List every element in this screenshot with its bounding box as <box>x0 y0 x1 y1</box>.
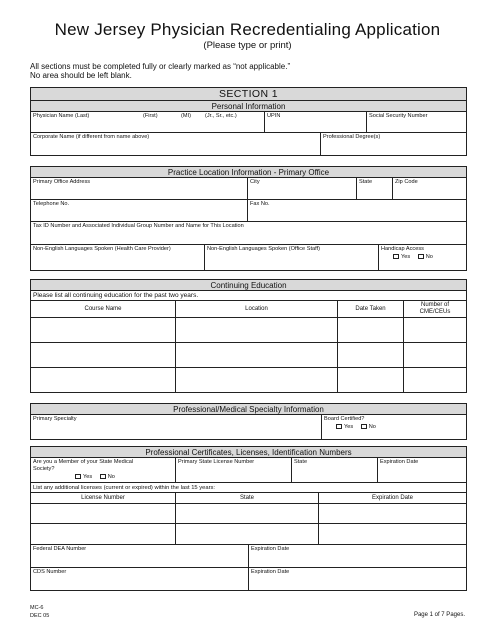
education-header-row <box>31 301 466 318</box>
form-code-label: MC-6 <box>30 605 44 611</box>
primary-office-address-field[interactable] <box>31 178 248 199</box>
instruction-line-2: No area should be left blank. <box>30 71 132 80</box>
col-course-name: Course Name <box>31 301 176 317</box>
corporate-name-field[interactable] <box>31 133 321 155</box>
section-1-title: SECTION 1 <box>31 88 466 101</box>
specialty-title: Professional/Medical Specialty Information <box>31 404 466 415</box>
form-date-label: DEC 05 <box>30 613 50 619</box>
number-cme-input-2[interactable] <box>404 343 466 367</box>
label-license-expiration: Expiration Date <box>380 459 419 465</box>
label-primary-specialty: Primary Specialty <box>33 416 77 422</box>
license-state-field[interactable] <box>292 458 378 482</box>
label-languages-staff: Non-English Languages Spoken (Office Staff) <box>207 246 320 252</box>
section-continuing-education <box>30 279 467 393</box>
license-number-input-2[interactable] <box>31 524 176 544</box>
label-state: State <box>359 179 373 185</box>
col-date-taken: Date Taken <box>338 301 404 317</box>
col-number-cme <box>404 301 466 317</box>
label-name-first: (First) <box>143 113 158 119</box>
personal-information-title: Personal Information <box>31 101 466 112</box>
tax-id-field[interactable] <box>31 222 466 244</box>
section-practice-location <box>30 166 467 271</box>
label-name-suffix: (Jr., Sr., etc.) <box>205 113 237 119</box>
date-taken-input-2[interactable] <box>338 343 404 367</box>
practice-location-title: Practice Location Information - Primary Office <box>31 167 466 178</box>
col-number-line-2: CME/CEUs <box>419 309 451 315</box>
certificates-title: Professional Certificates, Licenses, Identification Numbers <box>31 447 466 458</box>
board-yes-checkbox[interactable] <box>336 424 342 429</box>
license-expiration-input-2[interactable] <box>319 524 466 544</box>
city-field[interactable] <box>248 178 357 199</box>
location-input-1[interactable] <box>176 318 338 342</box>
primary-specialty-field[interactable] <box>31 415 322 439</box>
course-name-input-2[interactable] <box>31 343 176 367</box>
phone-row <box>31 200 466 222</box>
label-society-member: Are you a Member of your State Medical Society? <box>33 459 134 472</box>
label-cds-expiration: Expiration Date <box>251 569 290 575</box>
board-certified-field <box>322 415 466 439</box>
society-yes-checkbox[interactable] <box>75 474 81 479</box>
professional-degrees-field[interactable] <box>321 133 466 155</box>
location-input-3[interactable] <box>176 368 338 392</box>
label-primary-office-address: Primary Office Address <box>33 179 91 185</box>
tax-id-row <box>31 222 466 245</box>
label-fax: Fax No. <box>250 201 270 207</box>
state-field[interactable] <box>357 178 393 199</box>
date-taken-input-1[interactable] <box>338 318 404 342</box>
label-languages-hcp: Non-English Languages Spoken (Health Care Provider) <box>33 246 171 252</box>
cds-row <box>31 568 466 590</box>
form-title: New Jersey Physician Recredentialing Application <box>54 20 441 39</box>
physician-name-row <box>31 112 466 133</box>
board-no-checkbox[interactable] <box>361 424 367 429</box>
dea-expiration-field[interactable] <box>249 545 466 567</box>
federal-dea-field[interactable] <box>31 545 249 567</box>
upin-field[interactable] <box>265 112 367 132</box>
handicap-access-field <box>379 245 466 270</box>
number-cme-input-1[interactable] <box>404 318 466 342</box>
label-handicap-access: Handicap Access <box>381 246 424 252</box>
label-telephone: Telephone No. <box>33 201 70 207</box>
telephone-field[interactable] <box>31 200 248 221</box>
label-name-mi: (MI) <box>181 113 191 119</box>
location-input-2[interactable] <box>176 343 338 367</box>
handicap-yes-checkbox[interactable] <box>393 254 399 259</box>
number-cme-input-3[interactable] <box>404 368 466 392</box>
label-license-state: State <box>294 459 308 465</box>
label-cds-number: CDS Number <box>33 569 67 575</box>
section-1-personal-information <box>30 87 467 156</box>
continuing-education-title: Continuing Education <box>31 280 466 291</box>
license-number-input-1[interactable] <box>31 504 176 523</box>
languages-hcp-field[interactable] <box>31 245 205 270</box>
cds-number-field[interactable] <box>31 568 249 590</box>
label-city: City <box>250 179 260 185</box>
course-name-input-1[interactable] <box>31 318 176 342</box>
continuing-education-note: Please list all continuing education for the past two years. <box>31 291 466 301</box>
fax-field[interactable] <box>248 200 466 221</box>
cds-expiration-field[interactable] <box>249 568 466 590</box>
handicap-yes-label: Yes <box>401 254 411 260</box>
section-specialty <box>30 403 467 440</box>
society-yes-label: Yes <box>83 474 93 480</box>
languages-staff-field[interactable] <box>205 245 379 270</box>
form-code <box>30 604 49 620</box>
society-no-label: No <box>107 474 115 480</box>
instruction-line-1: All sections must be completed fully or clearly marked as “not applicable.” <box>30 62 291 71</box>
address-row <box>31 178 466 200</box>
society-no-checkbox[interactable] <box>100 474 106 479</box>
board-yes-label: Yes <box>344 424 354 430</box>
label-upin: UPIN <box>267 113 281 119</box>
section-certificates <box>30 446 467 591</box>
handicap-no-label: No <box>425 254 433 260</box>
label-tax-id: Tax ID Number and Associated Individual Group Number and Name for This Location <box>33 223 244 229</box>
label-name-last: Physician Name (Last) <box>33 113 90 119</box>
license-row-2 <box>31 524 466 545</box>
label-federal-dea: Federal DEA Number <box>33 546 87 552</box>
handicap-no-checkbox[interactable] <box>418 254 424 259</box>
corporate-name-row <box>31 133 466 155</box>
board-no-label: No <box>368 424 376 430</box>
label-primary-license: Primary State License Number <box>178 459 255 465</box>
label-professional-degrees: Professional Degree(s) <box>323 134 381 140</box>
form-subtitle: (Please type or print) <box>203 40 292 51</box>
col-license-expiration: Expiration Date <box>371 494 414 501</box>
society-member-field <box>31 458 176 482</box>
label-corporate-name: Corporate Name (if different from name above) <box>33 134 150 140</box>
col-license-number: License Number <box>31 493 176 503</box>
physician-name-field[interactable] <box>31 112 265 132</box>
license-row-1 <box>31 504 466 524</box>
primary-license-field[interactable] <box>176 458 292 482</box>
course-name-input-3[interactable] <box>31 368 176 392</box>
specialty-row <box>31 415 466 439</box>
zip-code-field[interactable] <box>393 178 466 199</box>
ssn-field[interactable] <box>367 112 466 132</box>
languages-row <box>31 245 466 270</box>
dea-row <box>31 545 466 568</box>
col-license-state: State <box>176 493 319 503</box>
education-row-1 <box>31 318 466 343</box>
label-board-certified: Board Certified? <box>324 416 365 422</box>
label-ssn: Social Security Number <box>369 113 428 119</box>
license-expiration-field[interactable] <box>378 458 466 482</box>
license-state-input-2[interactable] <box>176 524 319 544</box>
licenses-header-row <box>31 493 466 504</box>
page-number: Page 1 of 7 Pages. <box>413 612 465 618</box>
license-expiration-input-1[interactable] <box>319 504 466 523</box>
education-row-3 <box>31 368 466 392</box>
license-state-input-1[interactable] <box>176 504 319 523</box>
label-dea-expiration: Expiration Date <box>251 546 290 552</box>
additional-licenses-note: List any additional licenses (current or expired) within the last 15 years: <box>31 483 466 493</box>
date-taken-input-3[interactable] <box>338 368 404 392</box>
education-row-2 <box>31 343 466 368</box>
col-number-line-1: Number of <box>420 302 449 308</box>
col-location: Location <box>176 301 338 317</box>
society-row <box>31 458 466 483</box>
label-zip-code: Zip Code <box>395 179 418 185</box>
